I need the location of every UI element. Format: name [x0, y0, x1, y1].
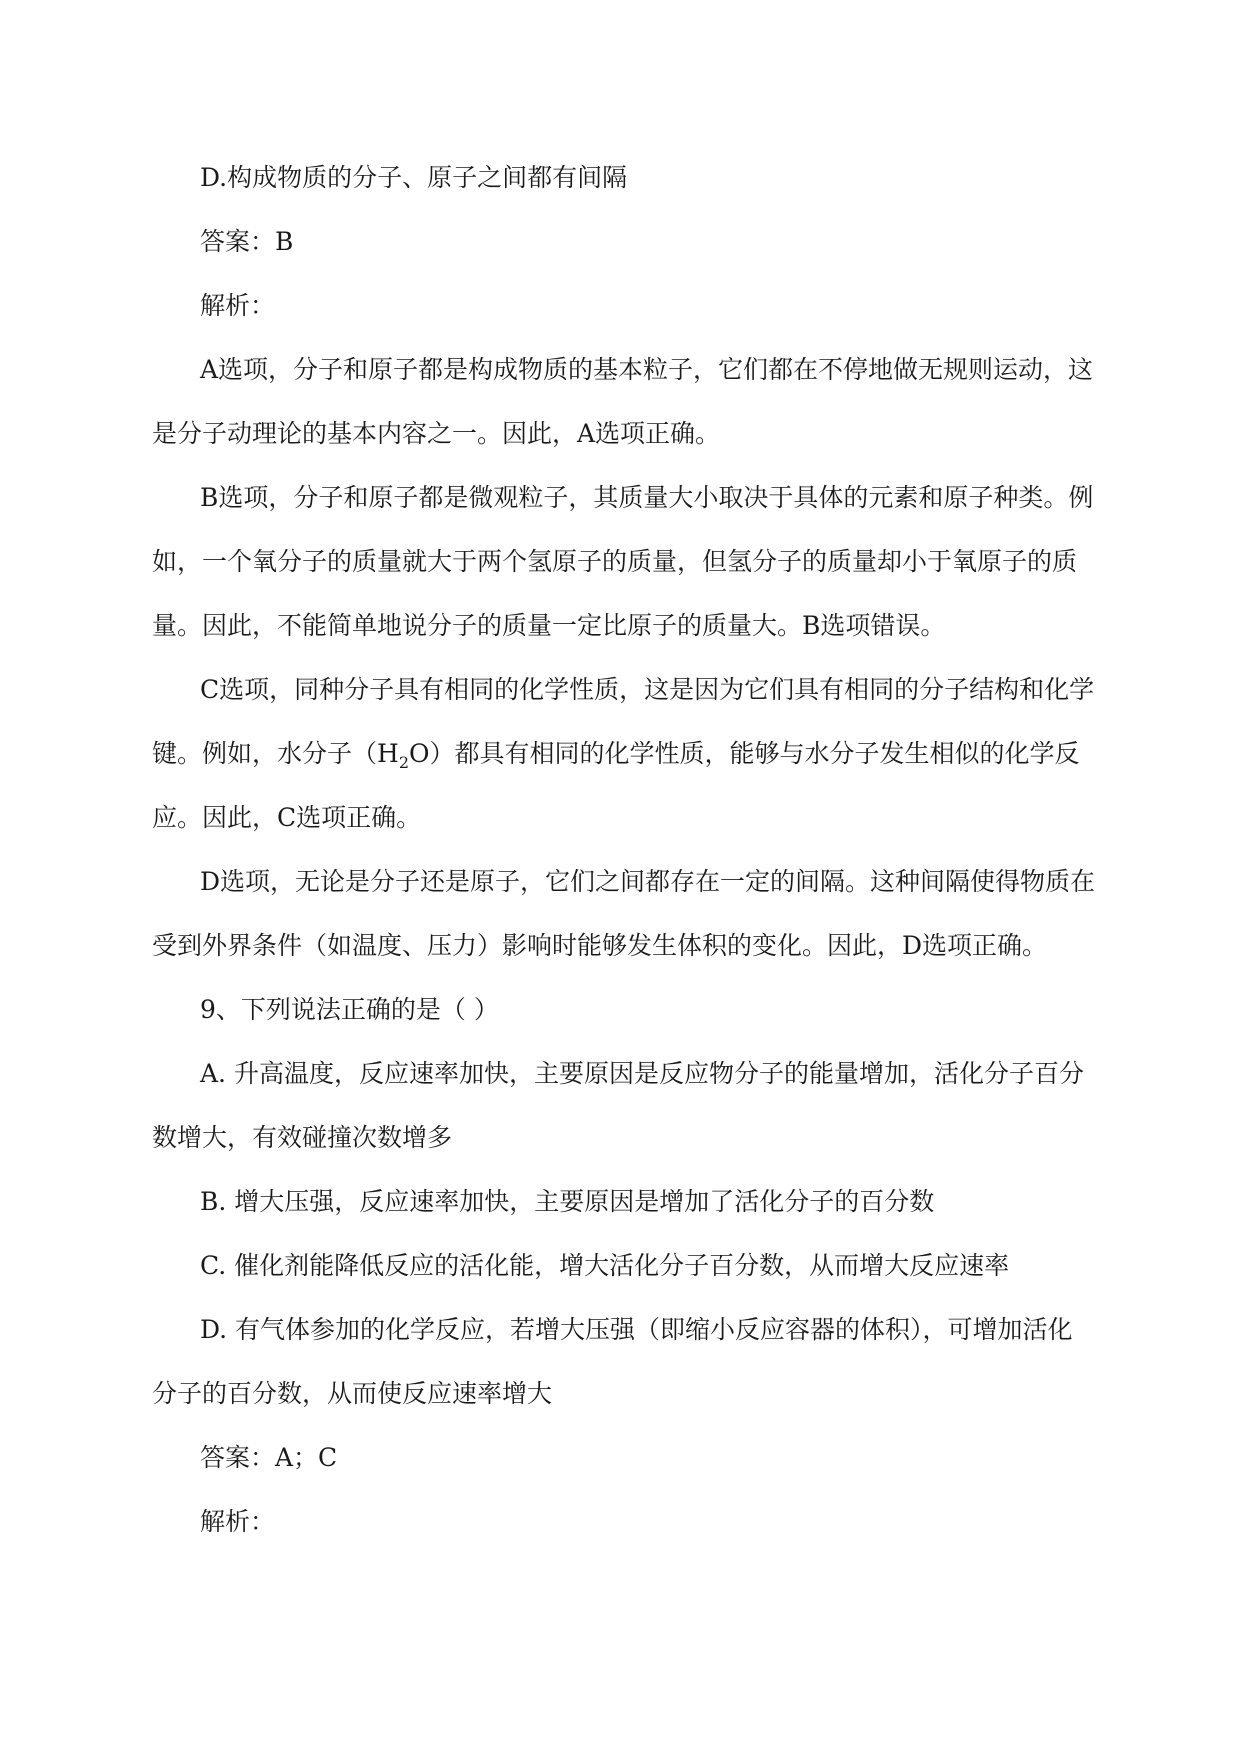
question-9-analysis-heading: 解析：: [200, 1507, 276, 1536]
analysis-option-a: A选项，分子和原子都是构成物质的基本粒子，它们都在不停地做无规则运动，这是分子动理论的基本内容之一。因此，A选项正确。: [152, 355, 1094, 448]
question-9-option-c: C. 催化剂能降低反应的活化能，增大活化分子百分数，从而增大反应速率: [200, 1251, 1010, 1280]
option-d-previous-question: D.构成物质的分子、原子之间都有间隔: [200, 163, 628, 192]
analysis-heading: 解析：: [200, 291, 276, 320]
analysis-option-d: D选项，无论是分子还是原子，它们之间都存在一定的间隔。这种间隔使得物质在受到外界条件（如温度、压力）影响时能够发生体积的变化。因此，D选项正确。: [152, 867, 1096, 960]
question-9-answer: 答案：A；C: [200, 1443, 338, 1472]
analysis-option-c: [152, 658, 1097, 850]
question-9-option-d: D. 有气体参加的化学反应，若增大压强（即缩小反应容器的体积），可增加活化分子的百分数，从而使反应速率增大: [152, 1315, 1073, 1408]
analysis-option-c-text-after: O）都具有相同的化学性质，能够与水分子发生相似的化学反应。因此，C选项正确。: [152, 739, 1080, 832]
answer-previous-question: 答案：B: [200, 227, 294, 256]
question-9-option-b: B. 增大压强，反应速率加快，主要原因是增加了活化分子的百分数: [200, 1187, 935, 1216]
question-9-option-a: A. 升高温度，反应速率加快，主要原因是反应物分子的能量增加，活化分子百分数增大，有效碰撞次数增多: [152, 1059, 1084, 1152]
document-body: [152, 146, 1097, 1554]
formula-subscript: 2: [398, 753, 409, 772]
analysis-option-c-text-before: C选项，同种分子具有相同的化学性质，这是因为它们具有相同的分子结构和化学键。例如，水分子（H: [152, 675, 1095, 768]
question-9-stem: 9、下列说法正确的是（ ）: [200, 995, 499, 1024]
analysis-option-b: B选项，分子和原子都是微观粒子，其质量大小取决于具体的元素和原子种类。例如，一个氧分子的质量就大于两个氢原子的质量，但氢分子的质量却小于氧原子的质量。因此，不能简单地说分子的质量一定比原子的质量大。B选项错误。: [152, 483, 1094, 640]
